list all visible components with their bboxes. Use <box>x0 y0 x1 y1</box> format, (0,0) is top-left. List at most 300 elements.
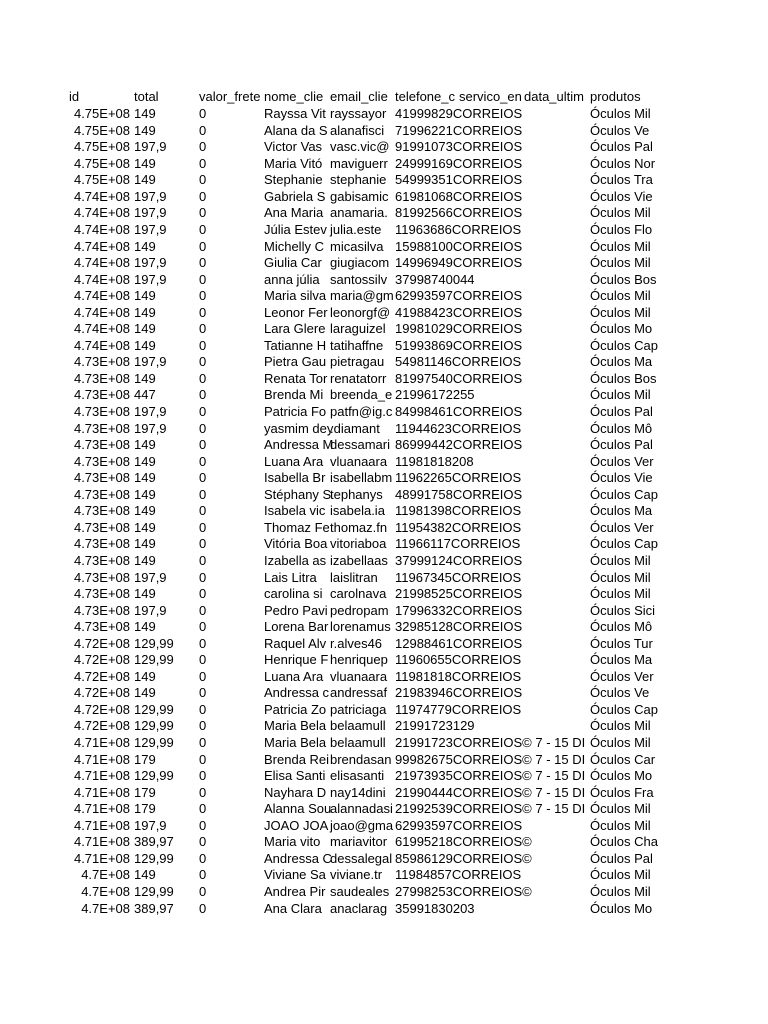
cell-telefone-servico[interactable] <box>395 553 521 570</box>
cell-nome-cliente[interactable]: Maria silva <box>264 288 327 304</box>
cell-data-ultima[interactable] <box>524 354 588 371</box>
cell-total[interactable]: 447 <box>134 387 156 403</box>
cell-data-ultima[interactable] <box>524 139 588 156</box>
cell-valor-frete[interactable]: 0 <box>199 801 207 817</box>
cell-telefone-servico[interactable] <box>395 222 521 239</box>
cell-valor-frete[interactable]: 0 <box>199 387 207 403</box>
cell-produtos[interactable]: Óculos Vie <box>590 188 653 204</box>
cell-valor-frete[interactable]: 0 <box>199 205 207 221</box>
cell-produtos[interactable]: Óculos Mil <box>590 569 651 585</box>
cell-total[interactable]: 149 <box>134 519 156 535</box>
cell-valor-frete[interactable]: 0 <box>199 718 207 734</box>
cell-produtos[interactable]: Óculos Cap <box>590 337 658 353</box>
cell-total[interactable]: 129,99 <box>134 718 174 734</box>
cell-total[interactable]: 149 <box>134 453 156 469</box>
cell-total[interactable]: 129,99 <box>134 635 174 651</box>
cell-total[interactable]: 149 <box>134 304 156 320</box>
cell-data-ultima[interactable] <box>524 437 588 454</box>
cell-valor-frete[interactable]: 0 <box>199 536 207 552</box>
cell-data-ultima[interactable] <box>524 222 588 239</box>
cell-produtos[interactable]: Óculos Tra <box>590 172 653 188</box>
cell-produtos[interactable]: Óculos Ve <box>590 685 650 701</box>
cell-email-cliente[interactable]: anaclarag <box>330 900 388 916</box>
cell-data-ultima[interactable] <box>524 801 588 818</box>
cell-id[interactable]: 4.74E+08 <box>73 205 130 221</box>
cell-telefone-servico[interactable] <box>395 387 521 404</box>
cell-produtos[interactable]: Óculos Mo <box>590 900 653 916</box>
cell-id[interactable]: 4.73E+08 <box>73 486 130 502</box>
cell-telefone-servico[interactable] <box>395 751 586 769</box>
cell-nome-cliente[interactable]: Renata Tor <box>264 370 328 386</box>
cell-produtos[interactable]: Óculos Mô <box>590 420 653 436</box>
cell-telefone-servico[interactable] <box>395 536 521 553</box>
cell-valor-frete[interactable]: 0 <box>199 106 207 122</box>
cell-nome-cliente[interactable]: Alana da S <box>264 122 328 138</box>
cell-data-ultima[interactable] <box>524 255 588 272</box>
cell-telefone-servico[interactable] <box>395 652 521 669</box>
cell-telefone-servico[interactable] <box>395 255 521 272</box>
cell-email-cliente[interactable]: isabellabm <box>330 470 393 486</box>
cell-total[interactable]: 197,9 <box>134 569 167 585</box>
cell-email-cliente[interactable]: joao@gma <box>330 817 394 833</box>
cell-nome-cliente[interactable]: Maria vito <box>264 834 321 850</box>
cell-produtos[interactable]: Óculos Bos <box>590 271 657 287</box>
cell-valor-frete[interactable]: 0 <box>199 768 207 784</box>
cell-valor-frete[interactable]: 0 <box>199 188 207 204</box>
cell-email-cliente[interactable]: dessalegal <box>330 850 393 866</box>
cell-telefone-servico[interactable] <box>395 801 586 818</box>
cell-email-cliente[interactable]: viviane.tr <box>330 867 383 883</box>
cell-email-cliente[interactable]: andressaf <box>330 685 388 701</box>
cell-data-ultima[interactable] <box>524 570 588 587</box>
cell-total[interactable]: 149 <box>134 172 156 188</box>
cell-telefone-servico[interactable] <box>395 288 521 305</box>
cell-telefone-servico[interactable] <box>395 735 586 752</box>
cell-valor-frete[interactable]: 0 <box>199 850 207 866</box>
cell-data-ultima[interactable] <box>524 553 588 570</box>
cell-produtos[interactable]: Óculos Ma <box>590 354 653 370</box>
cell-email-cliente[interactable]: anamaria. <box>330 205 388 221</box>
cell-total[interactable]: 197,9 <box>134 817 167 833</box>
cell-id[interactable]: 4.72E+08 <box>73 652 130 668</box>
cell-data-ultima[interactable] <box>524 338 588 355</box>
cell-nome-cliente[interactable]: Júlia Estev <box>264 221 327 237</box>
cell-total[interactable]: 149 <box>134 321 156 337</box>
cell-id[interactable]: 4.75E+08 <box>73 106 130 122</box>
cell-data-ultima[interactable] <box>524 901 588 918</box>
cell-valor-frete[interactable]: 0 <box>199 619 207 635</box>
cell-valor-frete[interactable]: 0 <box>199 404 207 419</box>
cell-id[interactable]: 4.72E+08 <box>73 668 130 684</box>
cell-valor-frete[interactable]: 0 <box>199 735 207 750</box>
cell-total[interactable]: 149 <box>134 668 156 684</box>
cell-total[interactable]: 179 <box>134 751 156 767</box>
cell-telefone-servico[interactable] <box>395 371 521 388</box>
cell-id[interactable]: 4.71E+08 <box>73 751 130 767</box>
cell-produtos[interactable]: Óculos Mo <box>590 321 653 337</box>
cell-total[interactable]: 179 <box>134 801 156 817</box>
cell-produtos[interactable]: Óculos Mil <box>590 883 651 899</box>
cell-telefone-servico[interactable] <box>395 883 532 901</box>
cell-email-cliente[interactable]: alanafisci <box>330 122 385 138</box>
cell-telefone-servico[interactable] <box>395 454 521 471</box>
header-valor-frete[interactable]: valor_frete <box>199 89 261 104</box>
cell-valor-frete[interactable]: 0 <box>199 602 207 618</box>
cell-valor-frete[interactable]: 0 <box>199 552 207 568</box>
cell-valor-frete[interactable]: 0 <box>199 817 207 833</box>
cell-data-ultima[interactable] <box>524 156 588 173</box>
cell-email-cliente[interactable]: pietragau <box>330 354 385 370</box>
cell-nome-cliente[interactable]: Stephanie <box>264 172 323 188</box>
cell-valor-frete[interactable]: 0 <box>199 288 207 304</box>
cell-total[interactable]: 129,99 <box>134 652 174 668</box>
header-total[interactable]: total <box>134 89 159 104</box>
cell-total[interactable]: 197,9 <box>134 188 167 204</box>
cell-produtos[interactable]: Óculos Cap <box>590 701 658 717</box>
cell-valor-frete[interactable]: 0 <box>199 867 207 883</box>
cell-nome-cliente[interactable]: Luana Ara <box>264 668 324 684</box>
cell-telefone-servico[interactable] <box>395 850 532 868</box>
cell-produtos[interactable]: Óculos Mil <box>590 205 651 221</box>
cell-produtos[interactable]: Óculos Mil <box>590 735 651 750</box>
cell-valor-frete[interactable]: 0 <box>199 238 207 254</box>
cell-data-ultima[interactable] <box>524 603 588 620</box>
cell-total[interactable]: 179 <box>134 784 156 800</box>
cell-id[interactable]: 4.73E+08 <box>73 519 130 535</box>
cell-valor-frete[interactable]: 0 <box>199 668 207 684</box>
cell-produtos[interactable]: Óculos Cha <box>590 834 658 850</box>
cell-valor-frete[interactable]: 0 <box>199 519 207 535</box>
cell-data-ultima[interactable] <box>524 636 588 653</box>
cell-total[interactable]: 149 <box>134 288 156 304</box>
cell-valor-frete[interactable]: 0 <box>199 453 207 469</box>
cell-data-ultima[interactable] <box>524 106 588 123</box>
cell-nome-cliente[interactable]: Isabela vic <box>264 503 326 519</box>
cell-produtos[interactable]: Óculos Mil <box>590 817 651 833</box>
cell-nome-cliente[interactable]: Michelly C <box>264 238 324 254</box>
cell-telefone-servico[interactable] <box>395 321 521 338</box>
cell-email-cliente[interactable]: mariavitor <box>330 834 388 850</box>
cell-id[interactable]: 4.75E+08 <box>73 139 130 155</box>
cell-total[interactable]: 149 <box>134 586 156 602</box>
cell-valor-frete[interactable]: 0 <box>199 569 207 585</box>
cell-produtos[interactable]: Óculos Sici <box>590 602 656 618</box>
cell-total[interactable]: 197,9 <box>134 205 167 221</box>
cell-id[interactable]: 4.73E+08 <box>73 370 130 386</box>
cell-id[interactable]: 4.74E+08 <box>73 321 130 337</box>
cell-email-cliente[interactable]: vitoriaboa <box>330 536 387 552</box>
cell-telefone-servico[interactable] <box>395 636 521 653</box>
cell-id[interactable]: 4.74E+08 <box>73 304 130 320</box>
cell-id[interactable]: 4.73E+08 <box>73 437 130 453</box>
cell-nome-cliente[interactable]: Lara Glere <box>264 321 326 337</box>
cell-produtos[interactable]: Óculos Pal <box>590 850 653 866</box>
cell-nome-cliente[interactable]: Pietra Gau <box>264 354 327 370</box>
cell-valor-frete[interactable]: 0 <box>199 370 207 386</box>
cell-nome-cliente[interactable]: Thomaz Fe <box>264 519 330 535</box>
cell-total[interactable]: 129,99 <box>134 735 174 750</box>
cell-email-cliente[interactable]: julia.este <box>330 221 382 237</box>
cell-data-ultima[interactable] <box>524 288 588 305</box>
cell-valor-frete[interactable]: 0 <box>199 486 207 502</box>
cell-total[interactable]: 197,9 <box>134 602 167 618</box>
cell-data-ultima[interactable] <box>524 487 588 504</box>
cell-telefone-servico[interactable] <box>395 784 586 802</box>
cell-id[interactable]: 4.71E+08 <box>73 850 130 866</box>
cell-total[interactable]: 149 <box>134 437 156 453</box>
cell-telefone-servico[interactable] <box>395 702 521 719</box>
cell-data-ultima[interactable] <box>524 371 588 388</box>
cell-email-cliente[interactable]: henriquep <box>330 652 388 668</box>
cell-email-cliente[interactable]: stephanie <box>330 172 387 188</box>
cell-data-ultima[interactable] <box>524 239 588 256</box>
cell-nome-cliente[interactable]: Elisa Santi <box>264 768 326 784</box>
cell-valor-frete[interactable]: 0 <box>199 685 207 701</box>
cell-email-cliente[interactable]: leonorgf@ <box>330 304 391 320</box>
cell-id[interactable]: 4.72E+08 <box>73 701 130 717</box>
cell-produtos[interactable]: Óculos Mil <box>590 304 651 320</box>
cell-email-cliente[interactable]: rayssayor <box>330 106 387 122</box>
cell-produtos[interactable]: Óculos Cap <box>590 486 658 502</box>
cell-produtos[interactable]: Óculos Mil <box>590 718 651 734</box>
cell-nome-cliente[interactable]: Andressa c <box>264 685 330 701</box>
cell-nome-cliente[interactable]: Maria Bela <box>264 718 327 734</box>
cell-telefone-servico[interactable] <box>395 421 521 438</box>
cell-produtos[interactable]: Óculos Mil <box>590 552 651 568</box>
cell-produtos[interactable]: Óculos Bos <box>590 370 657 386</box>
cell-total[interactable]: 149 <box>134 619 156 635</box>
cell-valor-frete[interactable]: 0 <box>199 271 207 287</box>
cell-data-ultima[interactable] <box>524 404 588 421</box>
cell-id[interactable]: 4.74E+08 <box>73 288 130 304</box>
cell-total[interactable]: 149 <box>134 155 156 171</box>
cell-nome-cliente[interactable]: Gabriela S <box>264 188 326 204</box>
cell-email-cliente[interactable]: vluanaara <box>330 668 388 684</box>
cell-id[interactable]: 4.74E+08 <box>73 255 130 271</box>
cell-telefone-servico[interactable] <box>395 487 521 504</box>
cell-data-ultima[interactable] <box>524 586 588 603</box>
cell-id[interactable]: 4.73E+08 <box>73 503 130 519</box>
cell-nome-cliente[interactable]: Rayssa Vit <box>264 106 326 122</box>
cell-email-cliente[interactable]: carolnava <box>330 586 387 602</box>
cell-data-ultima[interactable] <box>524 520 588 537</box>
cell-id[interactable]: 4.71E+08 <box>73 784 130 800</box>
cell-id[interactable]: 4.73E+08 <box>73 453 130 469</box>
cell-data-ultima[interactable] <box>524 189 588 206</box>
cell-nome-cliente[interactable]: Izabella as <box>264 552 327 568</box>
cell-produtos[interactable]: Óculos Pal <box>590 139 653 155</box>
cell-valor-frete[interactable]: 0 <box>199 122 207 138</box>
cell-email-cliente[interactable]: dessamari <box>330 437 390 453</box>
cell-telefone-servico[interactable] <box>395 139 521 156</box>
cell-total[interactable]: 197,9 <box>134 271 167 287</box>
cell-data-ultima[interactable] <box>524 718 588 735</box>
cell-nome-cliente[interactable]: Andrea Pir <box>264 883 326 899</box>
cell-nome-cliente[interactable]: Alanna Sou <box>264 801 332 817</box>
cell-produtos[interactable]: Óculos Mil <box>590 106 651 122</box>
cell-id[interactable]: 4.73E+08 <box>73 354 130 370</box>
cell-email-cliente[interactable]: micasilva <box>330 238 384 254</box>
cell-email-cliente[interactable]: belaamull <box>330 735 386 750</box>
cell-data-ultima[interactable] <box>524 652 588 669</box>
cell-id[interactable]: 4.74E+08 <box>73 271 130 287</box>
cell-produtos[interactable]: Óculos Vie <box>590 470 653 486</box>
cell-email-cliente[interactable]: alannadasi <box>330 801 393 817</box>
cell-valor-frete[interactable]: 0 <box>199 321 207 337</box>
cell-produtos[interactable]: Óculos Nor <box>590 155 656 171</box>
cell-total[interactable]: 149 <box>134 370 156 386</box>
cell-data-ultima[interactable] <box>524 702 588 719</box>
cell-total[interactable]: 149 <box>134 238 156 254</box>
cell-valor-frete[interactable]: 0 <box>199 304 207 320</box>
cell-telefone-servico[interactable] <box>395 205 521 222</box>
cell-telefone-servico[interactable] <box>395 818 521 835</box>
cell-total[interactable]: 197,9 <box>134 139 167 155</box>
cell-id[interactable]: 4.73E+08 <box>73 619 130 635</box>
header-email-cliente[interactable]: email_clie <box>330 89 388 104</box>
cell-produtos[interactable]: Óculos Mô <box>590 619 653 635</box>
cell-nome-cliente[interactable]: Isabella Br <box>264 470 326 486</box>
cell-nome-cliente[interactable]: Ana Maria <box>264 205 324 221</box>
cell-data-ultima[interactable] <box>524 205 588 222</box>
cell-data-ultima[interactable] <box>524 387 588 404</box>
cell-data-ultima[interactable] <box>524 669 588 686</box>
cell-nome-cliente[interactable]: Leonor Fer <box>264 304 328 320</box>
cell-total[interactable]: 197,9 <box>134 354 167 370</box>
cell-id[interactable]: 4.73E+08 <box>73 404 130 419</box>
cell-telefone-servico[interactable] <box>395 867 521 884</box>
cell-email-cliente[interactable]: renatatorr <box>330 370 387 386</box>
cell-produtos[interactable]: Óculos Ver <box>590 453 654 469</box>
cell-email-cliente[interactable]: izabellaas <box>330 552 388 568</box>
cell-email-cliente[interactable]: saudeales <box>330 883 390 899</box>
cell-email-cliente[interactable]: pedropam <box>330 602 389 618</box>
cell-telefone-servico[interactable] <box>395 354 521 371</box>
header-data-ultima[interactable]: data_ultim <box>524 89 584 104</box>
cell-email-cliente[interactable]: elisasanti <box>330 768 385 784</box>
cell-telefone-servico[interactable] <box>395 718 521 735</box>
cell-id[interactable]: 4.73E+08 <box>73 387 130 403</box>
cell-data-ultima[interactable] <box>524 685 588 702</box>
cell-telefone-servico[interactable] <box>395 586 521 603</box>
cell-id[interactable]: 4.74E+08 <box>73 337 130 353</box>
cell-id[interactable]: 4.73E+08 <box>73 569 130 585</box>
cell-telefone-servico[interactable] <box>395 470 521 487</box>
cell-valor-frete[interactable]: 0 <box>199 437 207 453</box>
cell-total[interactable]: 149 <box>134 503 156 519</box>
cell-id[interactable]: 4.75E+08 <box>73 155 130 171</box>
cell-valor-frete[interactable]: 0 <box>199 354 207 370</box>
cell-total[interactable]: 149 <box>134 122 156 138</box>
cell-telefone-servico[interactable] <box>395 404 521 421</box>
cell-valor-frete[interactable]: 0 <box>199 503 207 519</box>
cell-telefone-servico[interactable] <box>395 834 532 851</box>
cell-total[interactable]: 149 <box>134 486 156 502</box>
cell-email-cliente[interactable]: giugiacom <box>330 255 390 271</box>
cell-nome-cliente[interactable]: Maria Bela <box>264 735 327 750</box>
cell-produtos[interactable]: Óculos Mil <box>590 586 651 602</box>
cell-valor-frete[interactable]: 0 <box>199 586 207 602</box>
cell-telefone-servico[interactable] <box>395 503 521 520</box>
cell-valor-frete[interactable]: 0 <box>199 420 207 436</box>
cell-email-cliente[interactable]: thomaz.fn <box>330 519 388 535</box>
cell-total[interactable]: 389,97 <box>134 834 174 850</box>
cell-valor-frete[interactable]: 0 <box>199 139 207 155</box>
cell-email-cliente[interactable]: breenda_e <box>330 387 393 403</box>
cell-valor-frete[interactable]: 0 <box>199 900 207 916</box>
cell-data-ultima[interactable] <box>524 851 588 868</box>
cell-telefone-servico[interactable] <box>395 106 521 123</box>
cell-email-cliente[interactable]: laraguizel <box>330 321 386 337</box>
cell-data-ultima[interactable] <box>524 272 588 289</box>
cell-id[interactable]: 4.71E+08 <box>73 834 130 850</box>
cell-email-cliente[interactable]: maria@gm <box>330 288 394 304</box>
cell-nome-cliente[interactable]: Patricia Zo <box>264 701 327 717</box>
cell-email-cliente[interactable]: patriciaga <box>330 701 387 717</box>
cell-telefone-servico[interactable] <box>395 189 521 206</box>
cell-id[interactable]: 4.7E+08 <box>81 900 130 916</box>
cell-data-ultima[interactable] <box>524 768 588 785</box>
cell-total[interactable]: 129,99 <box>134 768 174 784</box>
cell-nome-cliente[interactable]: Pedro Pavi <box>264 602 328 618</box>
cell-produtos[interactable]: Óculos Mo <box>590 768 653 784</box>
cell-email-cliente[interactable]: tatihaffne <box>330 337 384 353</box>
cell-nome-cliente[interactable]: yasmim dey <box>264 420 334 436</box>
cell-produtos[interactable]: Óculos Mil <box>590 238 651 254</box>
header-nome-cliente[interactable]: nome_clie <box>264 89 324 104</box>
cell-id[interactable]: 4.74E+08 <box>73 238 130 254</box>
cell-valor-frete[interactable]: 0 <box>199 172 207 188</box>
cell-valor-frete[interactable]: 0 <box>199 221 207 237</box>
cell-nome-cliente[interactable]: Brenda Mi <box>264 387 324 403</box>
cell-email-cliente[interactable]: nay14dini <box>330 784 386 800</box>
cell-total[interactable]: 389,97 <box>134 900 174 916</box>
cell-id[interactable]: 4.73E+08 <box>73 602 130 618</box>
cell-data-ultima[interactable] <box>524 735 588 752</box>
cell-email-cliente[interactable]: santossilv <box>330 271 388 287</box>
cell-nome-cliente[interactable]: Luana Ara <box>264 453 324 469</box>
cell-produtos[interactable]: Óculos Fra <box>590 784 654 800</box>
cell-nome-cliente[interactable]: JOAO JOA <box>264 817 329 833</box>
cell-telefone-servico[interactable] <box>395 437 521 454</box>
cell-id[interactable]: 4.74E+08 <box>73 188 130 204</box>
cell-total[interactable]: 129,99 <box>134 850 174 866</box>
header-telefone-cliente[interactable]: telefone_c <box>395 89 455 104</box>
cell-data-ultima[interactable] <box>524 619 588 636</box>
cell-produtos[interactable]: Óculos Ma <box>590 503 653 519</box>
cell-id[interactable]: 4.72E+08 <box>73 685 130 701</box>
cell-email-cliente[interactable]: belaamull <box>330 718 386 734</box>
cell-telefone-servico[interactable] <box>395 156 521 173</box>
cell-produtos[interactable]: Óculos Cap <box>590 536 658 552</box>
cell-produtos[interactable]: Óculos Mil <box>590 387 651 403</box>
cell-email-cliente[interactable]: tephanys <box>330 486 383 502</box>
cell-nome-cliente[interactable]: Ana Clara <box>264 900 322 916</box>
cell-telefone-servico[interactable] <box>395 172 521 189</box>
cell-nome-cliente[interactable]: Nayhara D <box>264 784 327 800</box>
cell-valor-frete[interactable]: 0 <box>199 883 207 899</box>
cell-data-ultima[interactable] <box>524 785 588 802</box>
cell-produtos[interactable]: Óculos Mil <box>590 288 651 304</box>
cell-id[interactable]: 4.7E+08 <box>81 867 130 883</box>
cell-data-ultima[interactable] <box>524 305 588 322</box>
cell-data-ultima[interactable] <box>524 536 588 553</box>
cell-total[interactable]: 149 <box>134 552 156 568</box>
cell-nome-cliente[interactable]: Andressa C <box>264 850 332 866</box>
cell-data-ultima[interactable] <box>524 818 588 835</box>
cell-nome-cliente[interactable]: Andressa M <box>264 437 334 453</box>
cell-data-ultima[interactable] <box>524 752 588 769</box>
